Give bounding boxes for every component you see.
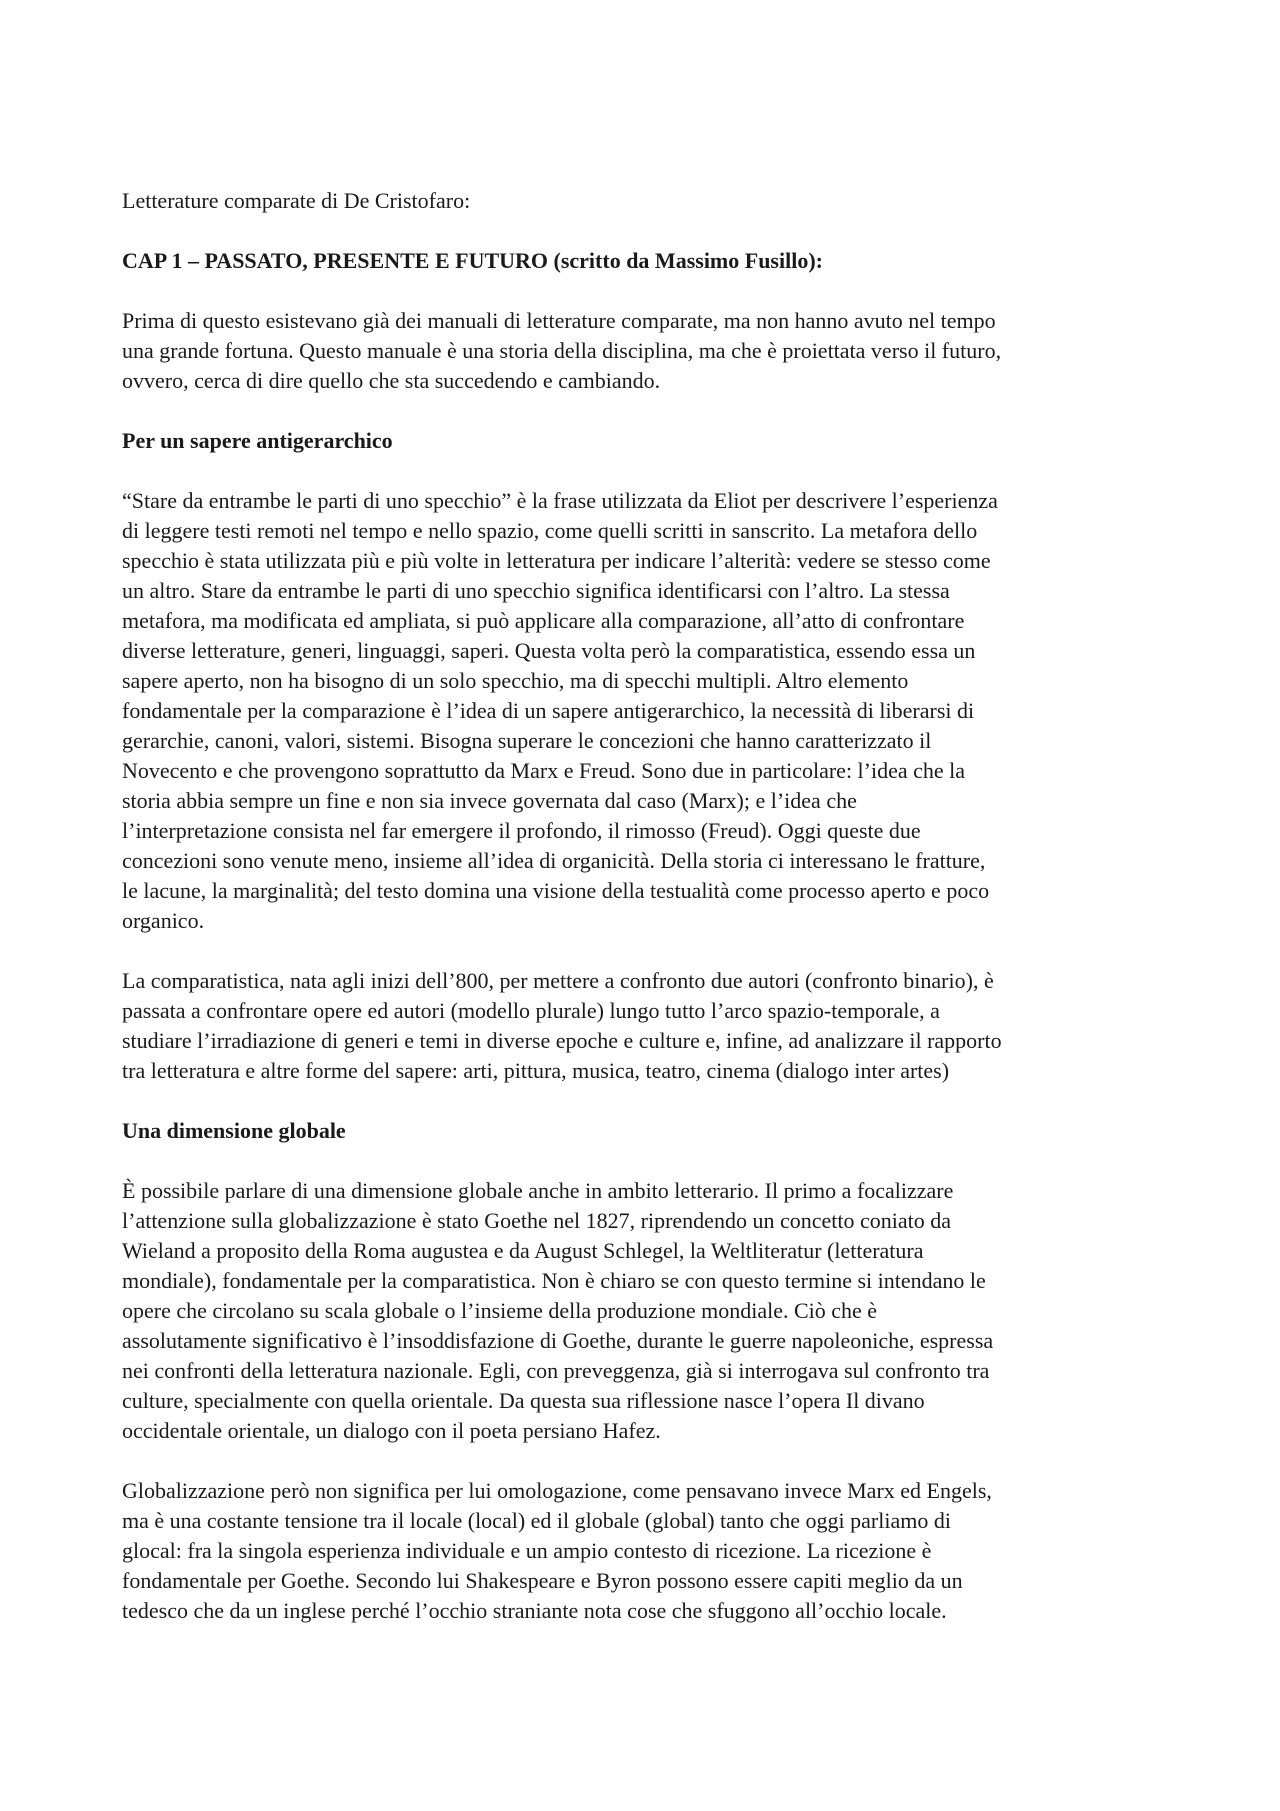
text-line: gerarchie, canoni, valori, sistemi. Bisogna superare le concezioni che hanno caratterizzato il — [122, 728, 932, 753]
text-line: passata a confrontare opere ed autori (modello plurale) lungo tutto l’arco spazio-temporale, a — [122, 998, 940, 1023]
text-line: assolutamente significativo è l’insoddisfazione di Goethe, durante le guerre napoleoniche, espressa — [122, 1328, 994, 1353]
text-line: ovvero, cerca di dire quello che sta succedendo e cambiando. — [122, 368, 661, 393]
text-line: l’attenzione sulla globalizzazione è stato Goethe nel 1827, riprendendo un concetto coniato da — [122, 1208, 951, 1233]
text-line: le lacune, la marginalità; del testo domina una visione della testualità come processo aperto e poco — [122, 878, 990, 903]
text-line: Prima di questo esistevano già dei manuali di letterature comparate, ma non hanno avuto nel tempo — [122, 308, 996, 333]
text-line: concezioni sono venute meno, insieme all’idea di organicità. Della storia ci interessano le fratture, — [122, 848, 986, 873]
text-line: glocal: fra la singola esperienza individuale e un ampio contesto di ricezione. La ricezione è — [122, 1538, 932, 1563]
text-line: fondamentale per Goethe. Secondo lui Shakespeare e Byron possono essere capiti meglio da un — [122, 1568, 963, 1593]
document-intro: Letterature comparate di De Cristofaro: — [122, 188, 471, 213]
text-line: sapere aperto, non ha bisogno di un solo specchio, ma di specchi multipli. Altro elemento — [122, 668, 909, 693]
text-line: l’interpretazione consista nel far emergere il profondo, il rimosso (Freud). Oggi queste due — [122, 818, 921, 843]
text-line: occidentale orientale, un dialogo con il poeta persiano Hafez. — [122, 1418, 661, 1443]
text-line: nei confronti della letteratura nazionale. Egli, con preveggenza, già si interrogava sul confronto tra — [122, 1358, 990, 1383]
text-line: storia abbia sempre un fine e non sia invece governata dal caso (Marx); e l’idea che — [122, 788, 857, 813]
text-line: ma è una costante tensione tra il locale (local) ed il globale (global) tanto che oggi parliamo di — [122, 1508, 951, 1533]
paragraph-1 — [122, 306, 1172, 396]
text-line: culture, specialmente con quella orientale. Da questa sua riflessione nasce l’opera Il divano — [122, 1388, 925, 1413]
text-line: La comparatistica, nata agli inizi dell’800, per mettere a confronto due autori (confronto binario), è — [122, 968, 994, 993]
text-line: “Stare da entrambe le parti di uno specchio” è la frase utilizzata da Eliot per descrivere l’esperienza — [122, 488, 998, 513]
chapter-heading: CAP 1 – PASSATO, PRESENTE E FUTURO (scritto da Massimo Fusillo): — [122, 248, 823, 273]
paragraph-4 — [122, 1176, 1172, 1446]
text-line: Wieland a proposito della Roma augustea e da August Schlegel, la Weltliteratur (letteratura — [122, 1238, 924, 1263]
text-line: tedesco che da un inglese perché l’occhio straniante nota cose che sfuggono all’occhio locale. — [122, 1598, 947, 1623]
text-line: organico. — [122, 908, 205, 933]
text-line: tra letteratura e altre forme del sapere: arti, pittura, musica, teatro, cinema (dialogo inter artes) — [122, 1058, 950, 1083]
text-line: metafora, ma modificata ed ampliata, si può applicare alla comparazione, all’atto di confrontare — [122, 608, 965, 633]
text-line: fondamentale per la comparazione è l’idea di un sapere antigerarchico, la necessità di liberarsi di — [122, 698, 975, 723]
text-line: diverse letterature, generi, linguaggi, saperi. Questa volta però la comparatistica, essendo essa un — [122, 638, 976, 663]
text-line: È possibile parlare di una dimensione globale anche in ambito letterario. Il primo a focalizzare — [122, 1178, 954, 1203]
paragraph-2 — [122, 486, 1172, 936]
text-line: una grande fortuna. Questo manuale è una storia della disciplina, ma che è proiettata verso il futuro, — [122, 338, 1002, 363]
text-line: Globalizzazione però non significa per lui omologazione, come pensavano invece Marx ed Engels, — [122, 1478, 992, 1503]
text-line: mondiale), fondamentale per la comparatistica. Non è chiaro se con questo termine si intendano le — [122, 1268, 986, 1293]
text-line: di leggere testi remoti nel tempo e nello spazio, come quelli scritti in sanscrito. La metafora dello — [122, 518, 978, 543]
text-line: specchio è stata utilizzata più e più volte in letteratura per indicare l’alterità: vedere se stesso come — [122, 548, 991, 573]
paragraph-3 — [122, 966, 1172, 1086]
section-heading-globale: Una dimensione globale — [122, 1118, 346, 1143]
text-line: un altro. Stare da entrambe le parti di uno specchio significa identificarsi con l’altro. La stessa — [122, 578, 950, 603]
text-line: studiare l’irradiazione di generi e temi in diverse epoche e culture e, infine, ad analizzare il rapporto — [122, 1028, 1002, 1053]
section-heading-sapere: Per un sapere antigerarchico — [122, 428, 393, 453]
document-page — [122, 186, 1172, 1656]
text-line: Novecento e che provengono soprattutto da Marx e Freud. Sono due in particolare: l’idea che la — [122, 758, 966, 783]
paragraph-5 — [122, 1476, 1172, 1626]
text-line: opere che circolano su scala globale o l’insieme della produzione mondiale. Ciò che è — [122, 1298, 878, 1323]
